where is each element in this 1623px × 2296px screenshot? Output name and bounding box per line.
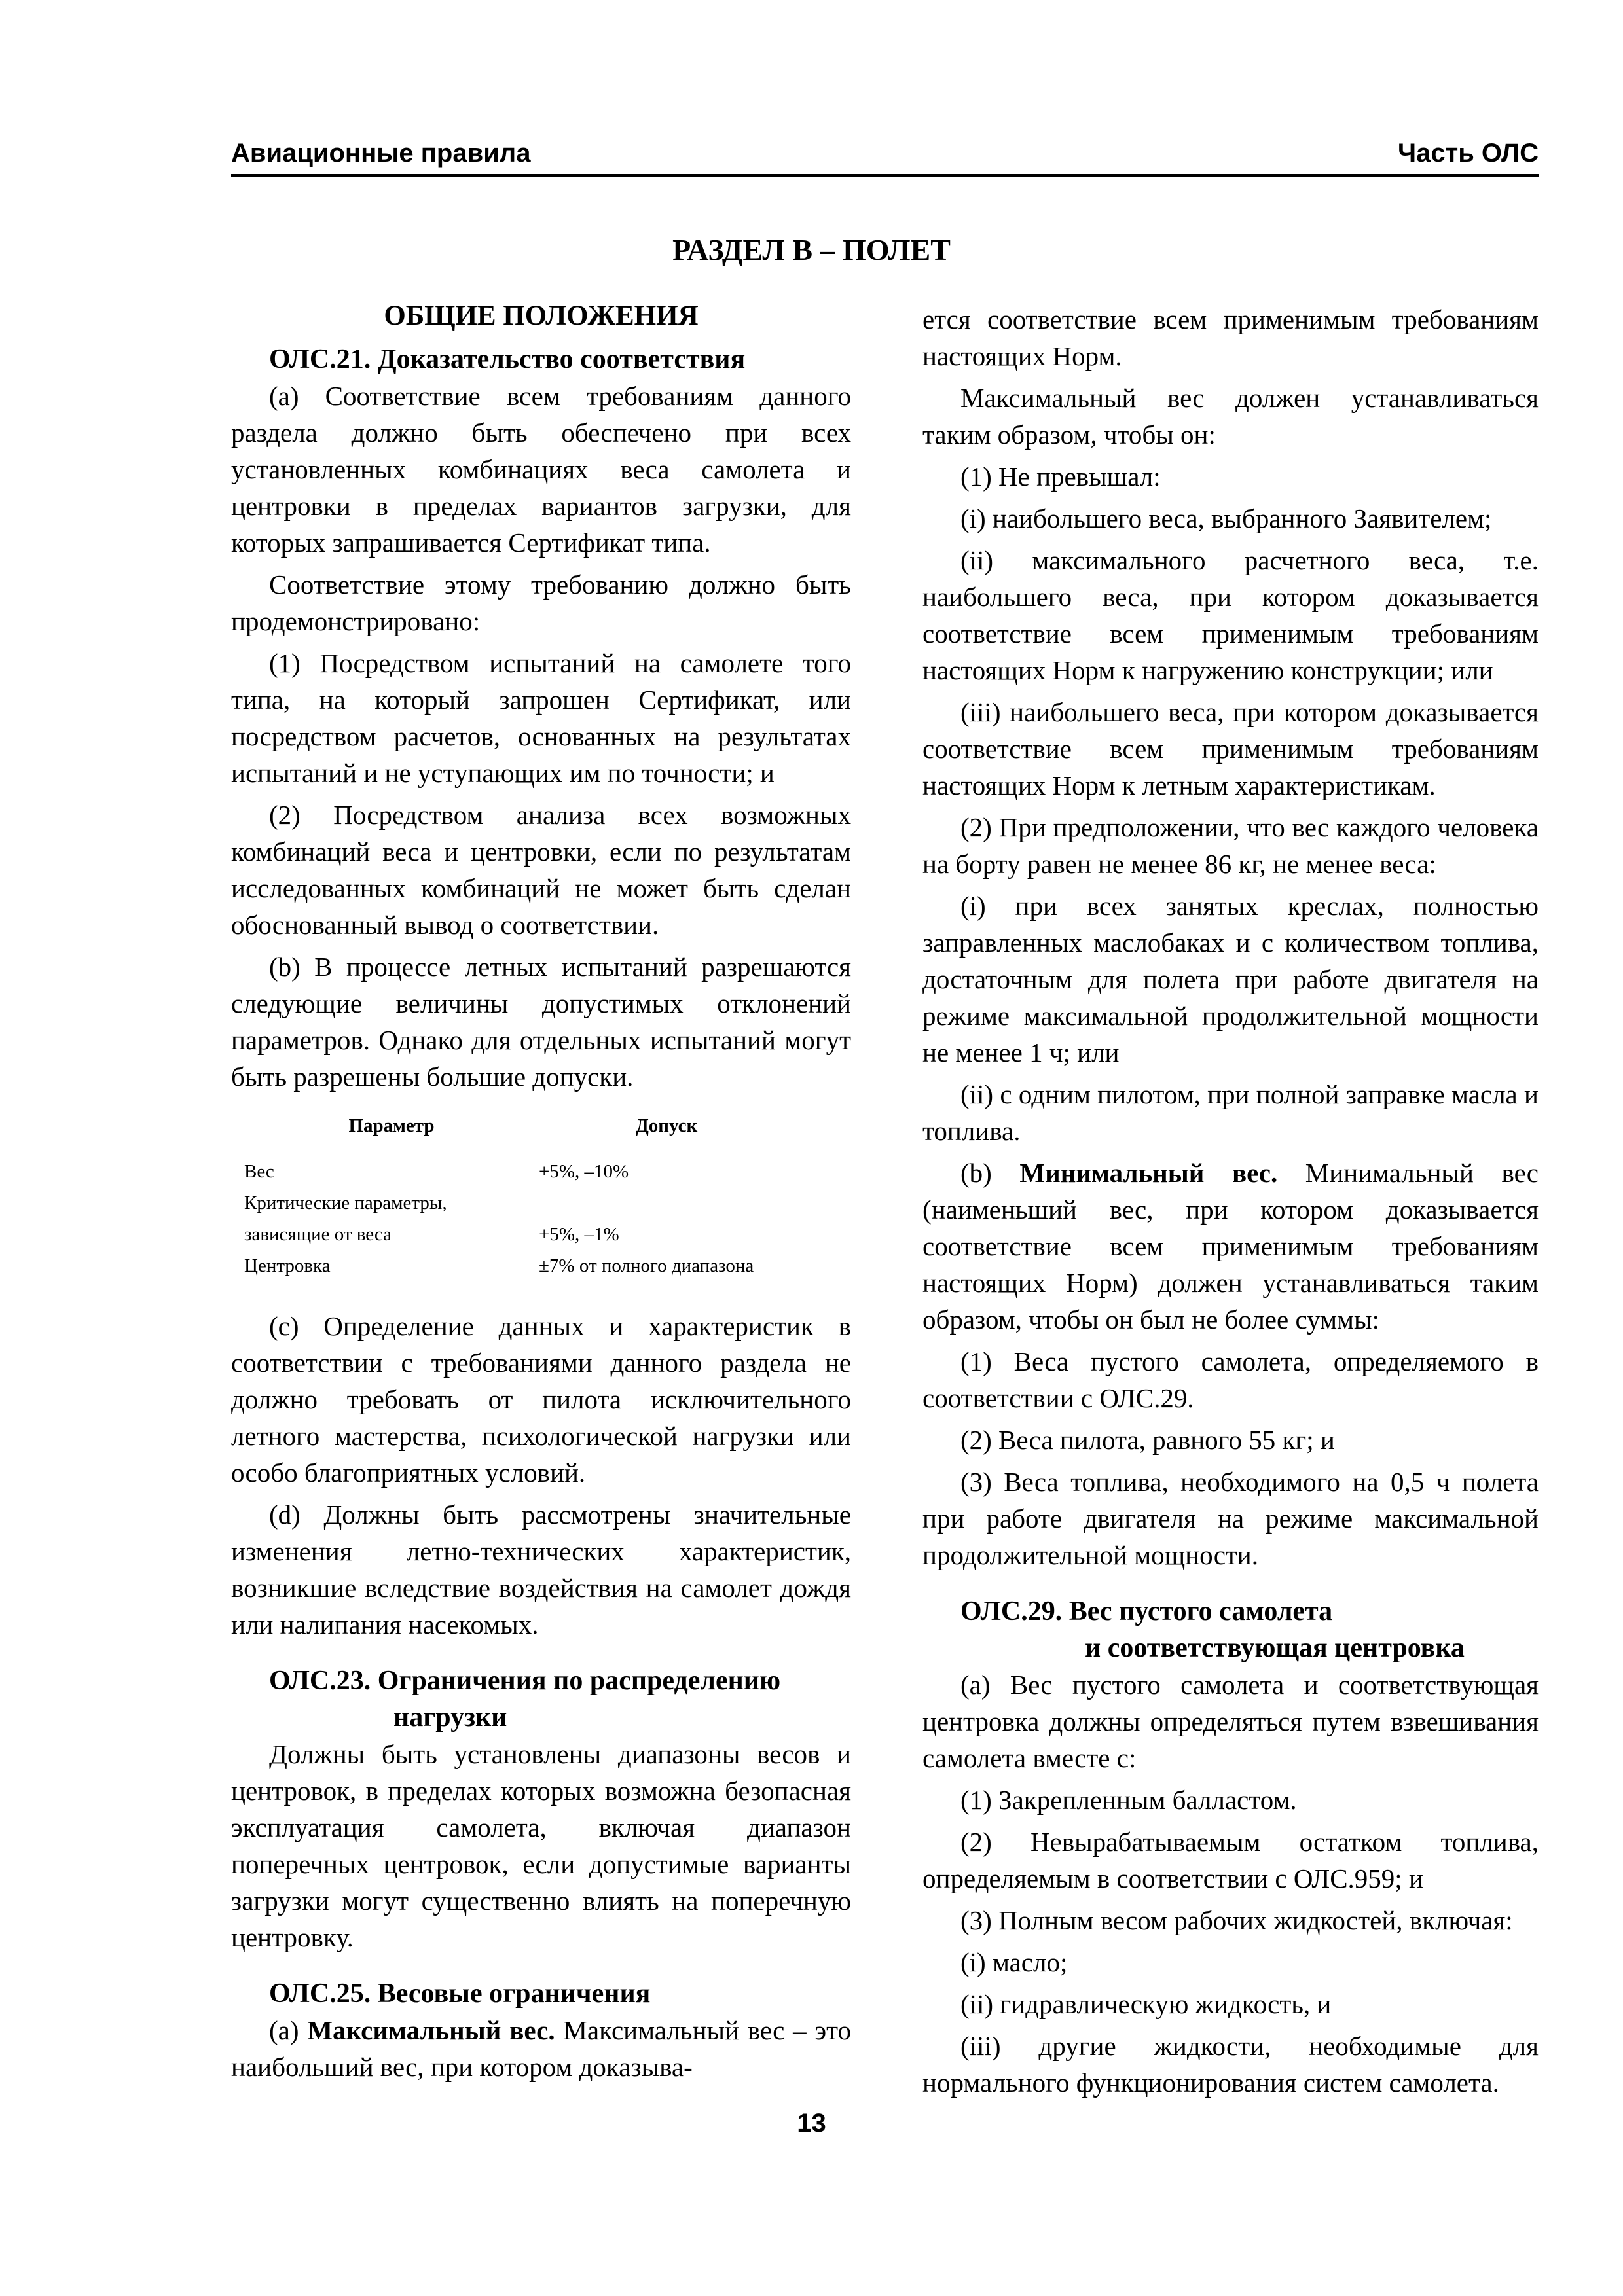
header-part: Часть ОЛС [1398,139,1539,168]
s29-item-1: (1) Закрепленным балластом. [960,1785,1297,1815]
table-cell: Центровка [244,1255,331,1276]
s21-item-1: (1) Посредством испытаний на самолете того типа, на который запрошен Сертификат, или посредством расчетов, основанных на результатах испытаний и не уступающих им по точности; и [231,648,851,788]
table-header-tolerance: Допуск [635,1115,698,1136]
table-cell: Критические параметры, [244,1193,447,1213]
s29-item-3-iii: (iii) другие жидкости, необходимые для нормального функционирования систем самолета. [922,2031,1539,2098]
table-cell: +5%, –1% [539,1224,619,1245]
s25-title: ОЛС.25. Весовые ограничения [269,1979,651,2009]
s23-title-line-1: ОЛС.23. Ограничения по распределению [269,1666,781,1696]
general-heading: ОБЩИЕ ПОЛОЖЕНИЯ [384,300,699,331]
s23-title-line-2: нагрузки [393,1702,507,1732]
s23-text: Должны быть установлены диапазоны весов и центровок, в пределах которых возможна безопасная эксплуатация самолета, включая диапазон поперечных центровок, если допустимые варианты загрузки могут существенно влиять на поперечную центровку. [231,1739,851,1952]
s23-title [231,1662,851,1736]
r-min-weight [922,1155,1539,1338]
r-b-item-2: (2) Веса пилота, равного 55 кг; и [960,1425,1335,1455]
table-row [244,1156,794,1187]
left-column [231,298,851,2085]
r-item-2-i: (i) при всех занятых креслах, полностью заправленных маслобаках и с количеством топлива, достаточным для полета при работе двигателя на режиме максимальной продолжительной мощности не менее 1 ч; или [922,891,1539,1067]
r-b-bold: Минимальный вес. [1019,1158,1278,1188]
s29-item-2: (2) Невырабатываемым остатком топлива, определяемым в соответствии с ОЛС.959; и [922,1827,1539,1893]
s21-d: (d) Должны быть рассмотрены значительные изменения летно-технических характеристик, возникшие вследствие воздействия на самолет дождя или налипания насекомых. [231,1499,851,1640]
header-title: Авиационные правила [231,139,531,168]
r-item-1-ii: (ii) максимального расчетного веса, т.е. наибольшего веса, при котором доказывается соответствие всем применимым требованиям настоящих Норм к нагружению конструкции; или [922,545,1539,685]
r-b-item-3: (3) Веса топлива, необходимого на 0,5 ч полета при работе двигателя на режиме максимальной продолжительной мощности. [922,1467,1539,1570]
table-row [244,1187,794,1219]
section-title: РАЗДЕЛ В – ПОЛЕТ [672,233,951,266]
s21-a: (a) Соответствие всем требованиям данного раздела должно быть обеспечено при всех установленных комбинациях веса самолета и центровки в пределах вариантов загрузки, для которых запрашивается Сертификат типа. [231,381,851,558]
s21-b: (b) В процессе летных испытаний разрешаются следующие величины допустимых отклонений параметров. Однако для отдельных испытаний могут быть разрешены большие допуски. [231,952,851,1092]
s29-title-line-1: ОЛС.29. Вес пустого самолета [960,1596,1333,1626]
s25-a-bold: Максимальный вес. [307,2015,555,2045]
r-item-2-ii: (ii) с одним пилотом, при полной заправке масла и топлива. [922,1079,1539,1146]
s21-item-2: (2) Посредством анализа всех возможных комбинаций веса и центровки, если по результатам исследованных комбинаций не может быть сделан обоснованный вывод о соответствии. [231,800,851,940]
s29-item-3: (3) Полным весом рабочих жидкостей, включая: [960,1905,1513,1935]
s29-a: (a) Вес пустого самолета и соответствующая центровка должны определяться путем взвешивания самолета вместе с: [922,1670,1539,1773]
r-b-text: Минимальный вес (наименьший вес, при котором доказывается соответствие всем применимым требованиям настоящих Норм) должен устанавливаться таким образом, чтобы он был не более суммы: [922,1158,1539,1335]
r-continuation: ется соответствие всем применимым требованиям настоящих Норм. [922,304,1539,371]
r-item-1-i: (i) наибольшего веса, выбранного Заявителем; [960,503,1492,533]
s25-a [231,2012,851,2085]
s29-item-3-i: (i) масло; [960,1947,1068,1977]
r-item-1-iii: (iii) наибольшего веса, при котором доказывается соответствие всем применимым требованиям настоящих Норм к летным характеристикам. [922,697,1539,800]
s21-c: (c) Определение данных и характеристик в соответствии с требованиями данного раздела не должно требовать от пилота исключительного летного мастерства, психологической нагрузки или особо благоприятных условий. [231,1311,851,1488]
running-header [231,137,1539,177]
page-number: 13 [797,2109,826,2138]
table-cell: +5%, –10% [539,1161,629,1182]
table-header-param: Параметр [348,1115,435,1136]
r-b-item-1: (1) Веса пустого самолета, определяемого в соответствии с ОЛС.29. [922,1346,1539,1413]
s25-a-text: Максимальный вес – это наибольший вес, при котором доказыва- [231,2015,851,2082]
r-b-label: (b) [960,1158,1020,1188]
table-cell [539,1187,794,1219]
s29-item-3-ii: (ii) гидравлическую жидкость, и [960,1989,1332,2019]
s29-title [922,1593,1539,1666]
table-cell: зависящие от веса [244,1224,392,1245]
s29-title-line-2: и соответствующая центровка [1085,1633,1465,1663]
s21-title: ОЛС.21. Доказательство соответствия [269,344,746,374]
r-item-2: (2) При предположении, что вес каждого человека на борту равен не менее 86 кг, не менее веса: [922,812,1539,879]
table-cell: Вес [244,1161,274,1182]
tolerance-table [244,1109,794,1282]
s21-demo: Соответствие этому требованию должно быть продемонстрировано: [231,569,851,636]
s25-a-label: (a) [269,2015,308,2045]
table-cell: ±7% от полного диапазона [539,1255,754,1276]
table-row [244,1250,794,1282]
r-item-1: (1) Не превышал: [960,461,1161,492]
right-column [922,301,1539,2101]
table-row [244,1219,794,1250]
r-max-weight: Максимальный вес должен устанавливаться таким образом, чтобы он: [922,383,1539,450]
